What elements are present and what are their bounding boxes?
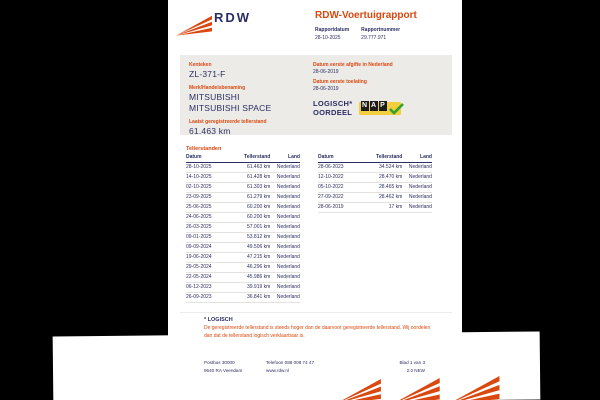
cell-datum: 05-10-2022 xyxy=(318,184,344,190)
cell-datum: 28-10-2025 xyxy=(186,164,212,170)
report-number-value: 29.777.971 xyxy=(361,35,387,41)
cell-land: Nederland xyxy=(276,284,300,290)
kenteken-label: Kenteken xyxy=(189,62,212,68)
cell-datum: 24-06-2025 xyxy=(186,214,212,220)
cell-land: Nederland xyxy=(276,264,300,270)
table-row xyxy=(186,283,300,293)
rdw-flag-logo-icon xyxy=(389,378,441,400)
cell-tellerstand: 60.200 km xyxy=(246,204,271,210)
cell-land: Nederland xyxy=(276,194,300,200)
table-body-left xyxy=(186,163,300,303)
rdw-report-page xyxy=(168,0,462,389)
cell-tellerstand: 60.200 km xyxy=(246,214,271,220)
table-row xyxy=(186,213,300,223)
cell-datum: 23-09-2025 xyxy=(186,194,212,200)
footer-address-line1: Postbus 30000 xyxy=(204,360,235,365)
col-datum: Datum xyxy=(318,154,334,160)
cell-datum: 02-10-2025 xyxy=(186,184,212,190)
footer-contact xyxy=(266,359,346,376)
cell-tellerstand: 61.303 km xyxy=(246,184,271,190)
cell-tellerstand: 49.506 km xyxy=(246,244,271,250)
cell-datum: 26-09-2023 xyxy=(186,294,212,300)
table-row xyxy=(186,223,300,233)
table-row xyxy=(186,233,300,243)
handelsbenaming-value: MITSUBISHI SPACE xyxy=(189,103,272,114)
table-row xyxy=(186,243,300,253)
footer-address-line2: 9640 RA Veendam xyxy=(204,368,243,374)
table-row xyxy=(318,203,432,213)
cell-tellerstand: 28.465 km xyxy=(378,184,403,190)
footer-version: 2.0 NEW xyxy=(406,368,425,374)
cell-datum: 29-05-2024 xyxy=(186,264,212,270)
cell-datum: 22-05-2024 xyxy=(186,274,212,280)
report-number xyxy=(361,27,400,41)
cell-tellerstand: 45.986 km xyxy=(246,274,271,280)
cell-land: Nederland xyxy=(276,234,300,240)
cell-tellerstand: 61.279 km xyxy=(246,194,271,200)
table-row xyxy=(186,173,300,183)
footer-paging xyxy=(399,359,425,376)
vehicle-summary-panel xyxy=(180,55,452,135)
cell-datum: 27-09-2022 xyxy=(318,194,344,200)
eerste-toelating-value: 28-06-2019 xyxy=(313,86,339,92)
merk-label: Merk/Handelsbenaming xyxy=(189,85,246,92)
cell-tellerstand: 28.470 km xyxy=(378,174,403,180)
cell-land: Nederland xyxy=(276,184,300,190)
tellerstanden-table-left xyxy=(186,154,300,303)
cell-tellerstand: 57.001 km xyxy=(246,224,271,230)
rdw-flag-logo-icon xyxy=(176,13,212,39)
col-land: Land xyxy=(420,154,432,160)
page-footer xyxy=(204,359,425,376)
footnote xyxy=(204,317,440,340)
cell-land: Nederland xyxy=(276,224,300,230)
cell-tellerstand: 61.463 km xyxy=(246,164,271,170)
report-number-label: Rapportnummer xyxy=(361,27,401,33)
cell-datum: 09-09-2024 xyxy=(186,244,212,250)
footer-sheet-number: Blad 1 van 3 xyxy=(399,360,425,365)
rdw-wordmark: RDW xyxy=(214,10,252,25)
table-row xyxy=(186,193,300,203)
table-row xyxy=(186,293,300,303)
nap-letter-boxes xyxy=(361,101,387,111)
vehicle-summary-right xyxy=(313,62,445,118)
footnote-text: De geregistreerde tellerstand is steeds hoger dan de daarvoor geregistreerde tellerstand. Wij oordelen dan dat de tellerstand logisch verklaarbaar is. xyxy=(204,325,431,339)
cell-land: Nederland xyxy=(408,194,432,200)
cell-land: Nederland xyxy=(408,174,432,180)
table-header xyxy=(318,154,432,163)
cell-tellerstand: 17 km xyxy=(388,204,403,210)
report-date-label: Rapportdatum xyxy=(315,27,350,33)
cell-datum: 12-10-2022 xyxy=(318,174,344,180)
tellerstanden-section-title: Tellerstanden xyxy=(186,146,222,152)
table-row xyxy=(186,253,300,263)
table-row xyxy=(186,263,300,273)
table-row xyxy=(318,173,432,183)
report-meta xyxy=(315,27,400,41)
cell-land: Nederland xyxy=(276,274,300,280)
col-tellerstand: Tellerstand xyxy=(376,154,403,160)
oordeel-row xyxy=(313,99,445,118)
vehicle-summary-left xyxy=(189,62,271,137)
report-title: RDW-Voertuigrapport xyxy=(315,10,417,21)
col-tellerstand: Tellerstand xyxy=(244,154,271,160)
cell-land: Nederland xyxy=(276,214,300,220)
cell-land: Nederland xyxy=(276,174,300,180)
tellerstanden-table-right xyxy=(318,154,432,213)
table-body-right xyxy=(318,163,432,213)
footer-address xyxy=(204,359,266,376)
oordeel-word: LOGISCH* xyxy=(313,99,353,108)
cell-datum: 09-01-2025 xyxy=(186,234,212,240)
footnote-divider xyxy=(180,312,452,313)
table-row xyxy=(186,183,300,193)
rdw-flag-logo-icon xyxy=(444,376,502,400)
cell-datum: 26-03-2025 xyxy=(186,224,212,230)
nap-letter: A xyxy=(370,102,377,110)
cell-tellerstand: 28.462 km xyxy=(378,194,403,200)
cell-datum: 14-10-2025 xyxy=(186,174,212,180)
col-datum: Datum xyxy=(186,154,202,160)
cell-land: Nederland xyxy=(276,294,300,300)
kenteken-value: ZL-371-F xyxy=(189,69,226,79)
cell-tellerstand: 46.296 km xyxy=(246,264,271,270)
report-date-value: 28-10-2025 xyxy=(315,35,341,41)
cell-tellerstand: 61.428 km xyxy=(246,174,271,180)
table-header xyxy=(186,154,300,163)
cell-tellerstand: 47.215 km xyxy=(246,254,271,260)
cell-tellerstand: 39.919 km xyxy=(246,284,271,290)
footer-website: www.rdw.nl xyxy=(266,368,289,374)
table-row xyxy=(318,163,432,173)
cell-datum: 06-12-2023 xyxy=(186,284,212,290)
cell-tellerstand: 53.812 km xyxy=(246,234,271,240)
table-row xyxy=(186,273,300,283)
cell-land: Nederland xyxy=(408,204,432,210)
cell-land: Nederland xyxy=(276,254,300,260)
cell-land: Nederland xyxy=(276,164,300,170)
cell-datum: 25-06-2025 xyxy=(186,204,212,210)
table-row xyxy=(186,163,300,173)
cell-land: Nederland xyxy=(408,184,432,190)
nap-odometer-logo xyxy=(359,102,401,115)
oordeel-text xyxy=(313,99,353,118)
cell-land: Nederland xyxy=(276,244,300,250)
nap-letter: N xyxy=(361,102,368,110)
col-land: Land xyxy=(288,154,300,160)
eerste-afgifte-value: 28-06-2019 xyxy=(313,69,339,75)
cell-land: Nederland xyxy=(408,164,432,170)
cell-datum: 28-06-2023 xyxy=(318,164,344,170)
rdw-flag-logo-icon xyxy=(334,379,382,400)
cell-datum: 19-06-2024 xyxy=(186,254,212,260)
table-row xyxy=(318,193,432,203)
cell-tellerstand: 36.841 km xyxy=(246,294,271,300)
cell-land: Nederland xyxy=(276,204,300,210)
oordeel-label: OORDEEL xyxy=(313,108,353,118)
tellerstand-value: 61.463 km xyxy=(189,126,231,137)
footer-phone: Telefoon 088 008 74 47 xyxy=(266,360,315,365)
table-row xyxy=(318,183,432,193)
tellerstand-label: Laatst geregistreerde tellerstand xyxy=(189,119,267,126)
merk-value: MITSUBISHI xyxy=(189,92,240,103)
green-checkmark-icon xyxy=(389,103,404,115)
report-date xyxy=(315,27,349,41)
cell-datum: 28-06-2019 xyxy=(318,204,344,210)
cell-tellerstand: 34.524 km xyxy=(378,164,403,170)
eerste-afgifte-label: Datum eerste afgifte in Nederland xyxy=(313,62,393,68)
nap-letter: P xyxy=(380,102,385,110)
footnote-title: * LOGISCH xyxy=(204,317,233,323)
table-row xyxy=(186,203,300,213)
eerste-toelating-label: Datum eerste toelating xyxy=(313,79,367,85)
